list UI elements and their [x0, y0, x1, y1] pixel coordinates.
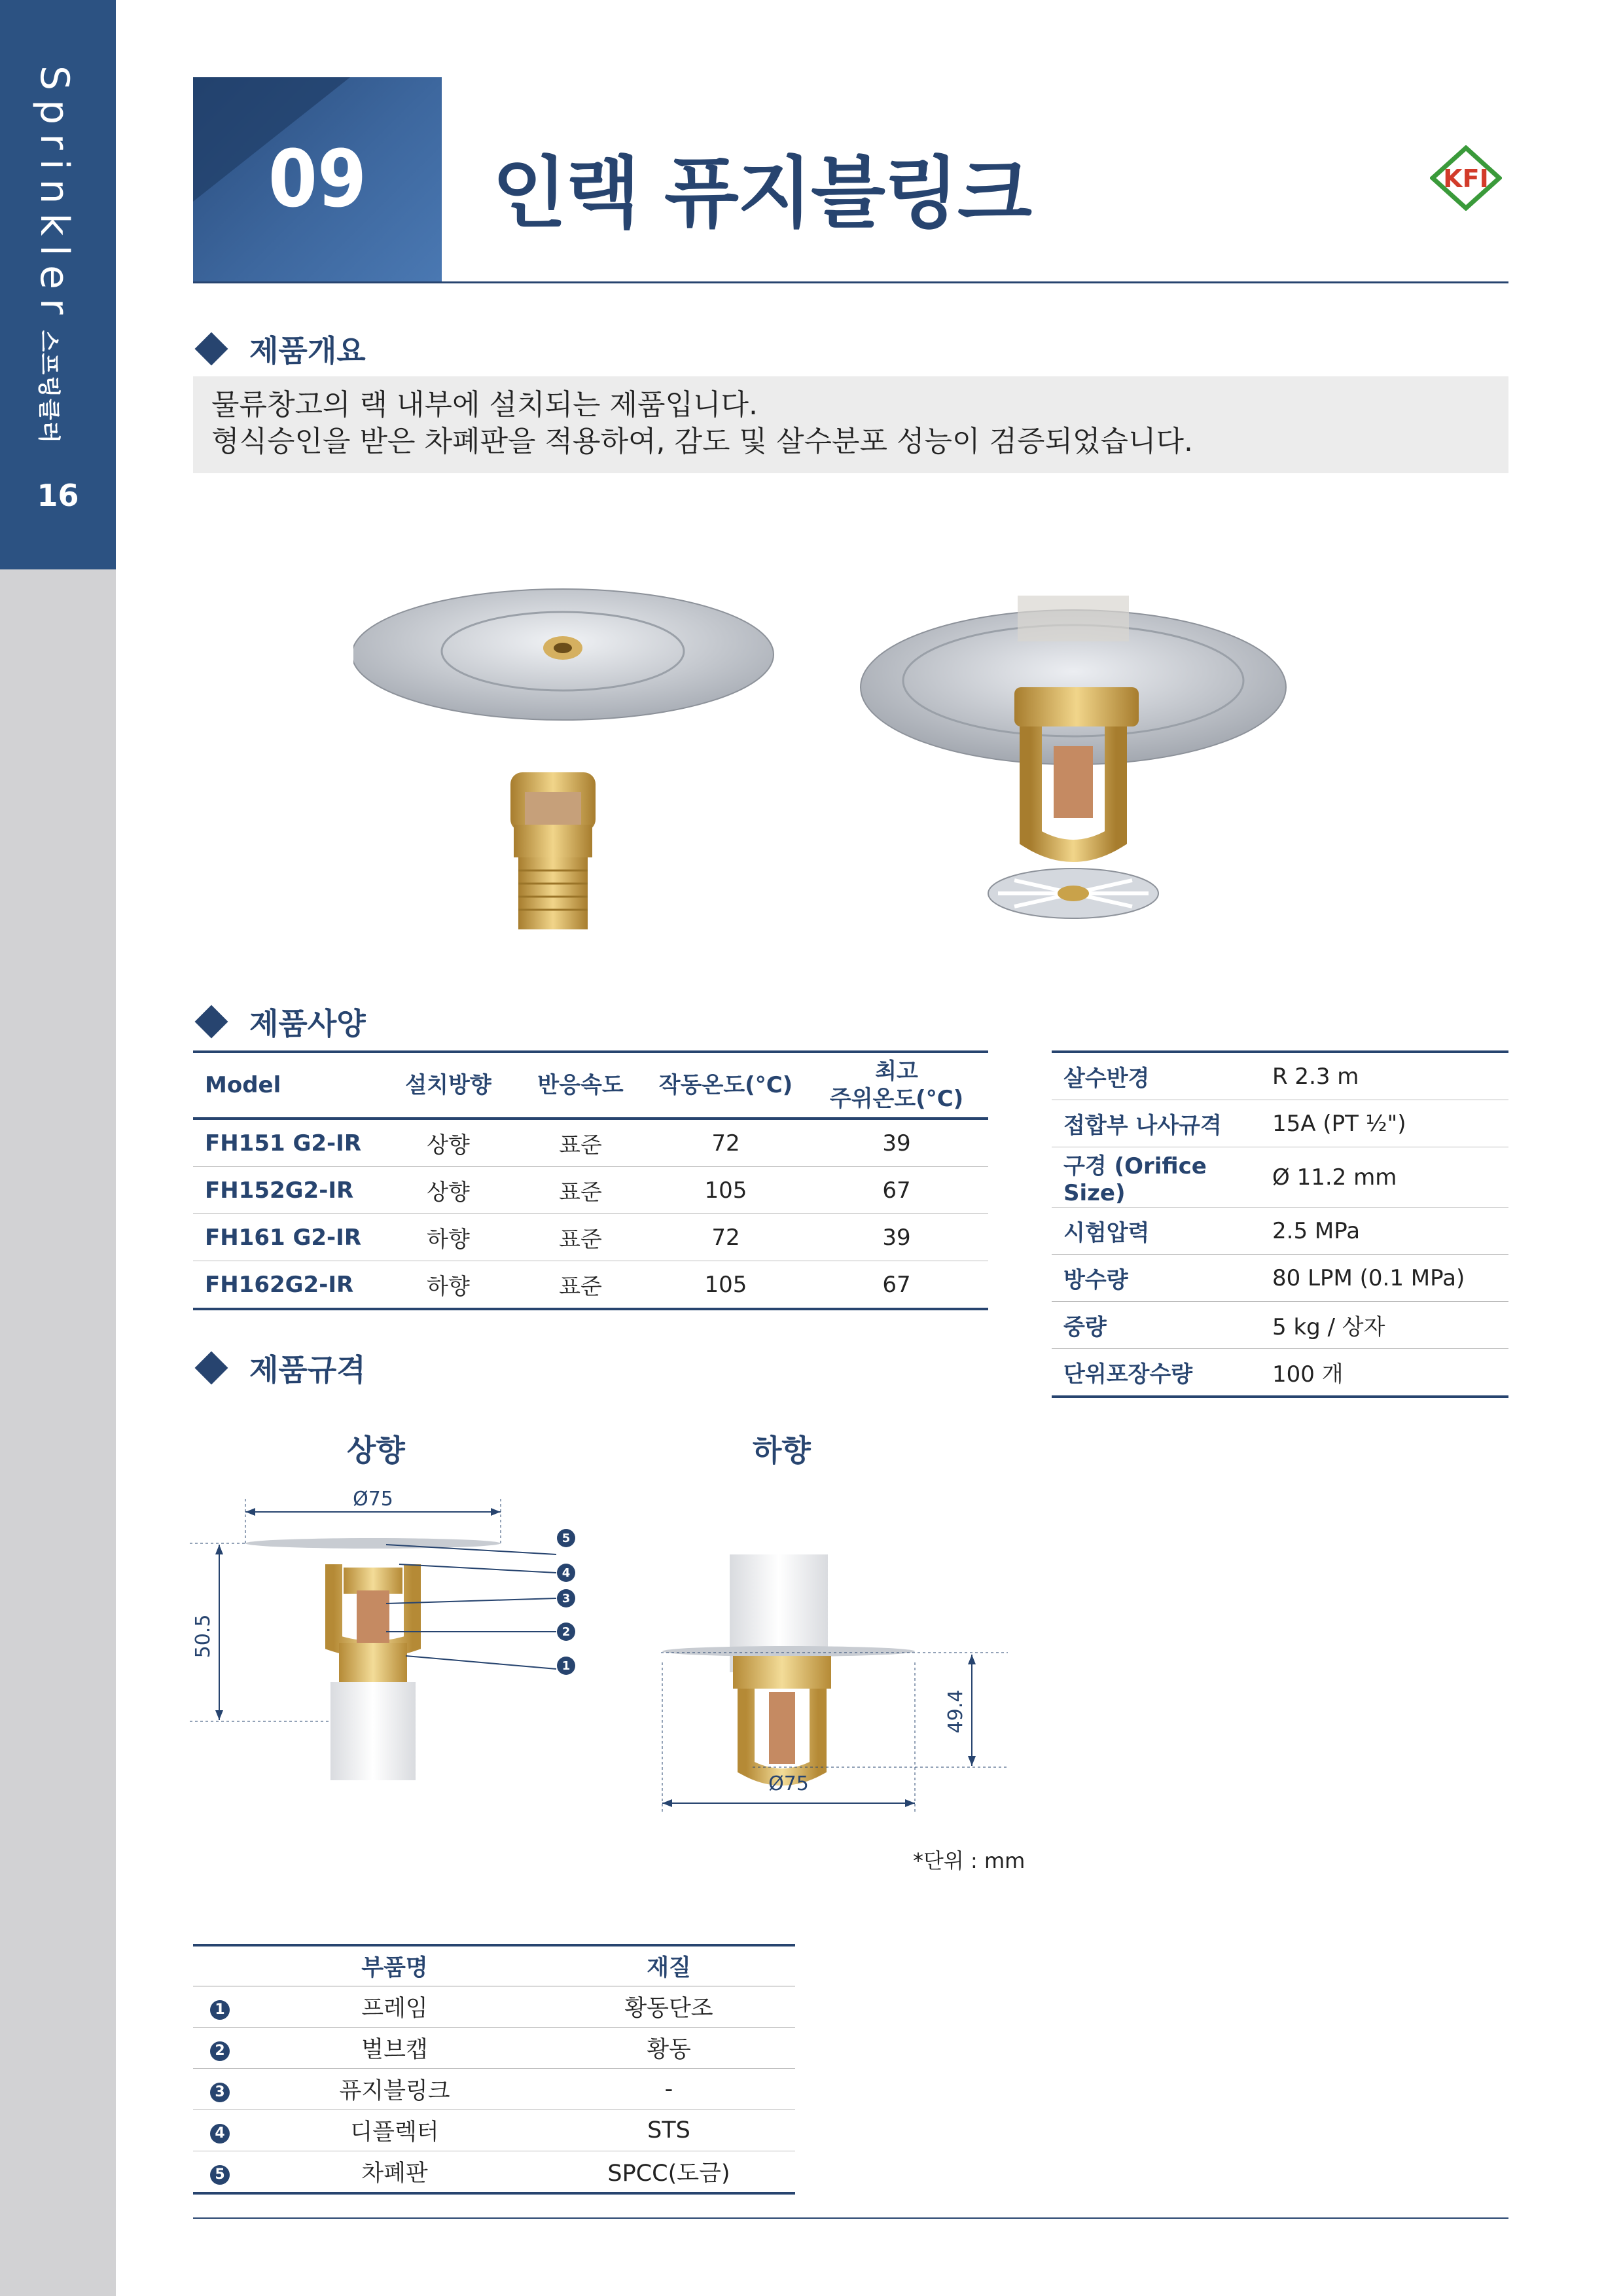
table-row — [1052, 1147, 1508, 1208]
col-response: 반응속도 — [514, 1052, 647, 1119]
callout-1: 1 — [562, 1659, 571, 1673]
prop-label: 중량 — [1052, 1302, 1260, 1349]
callout-4: 4 — [562, 1566, 571, 1580]
cell-ambient: 39 — [805, 1214, 988, 1261]
cell-response: 표준 — [514, 1214, 647, 1261]
kfi-logo-text: KFI — [1443, 164, 1489, 193]
table-row — [1052, 1255, 1508, 1302]
prop-label: 시험압력 — [1052, 1208, 1260, 1255]
cell-direction: 상향 — [382, 1119, 514, 1167]
spec-table — [193, 1050, 988, 1310]
prop-value: 80 LPM (0.1 MPa) — [1260, 1255, 1508, 1302]
pendent-label: 하향 — [753, 1433, 811, 1468]
overview-heading-text: 제품개요 — [249, 333, 366, 368]
diamond-bullet-icon — [195, 1005, 228, 1039]
properties-table — [1052, 1050, 1508, 1398]
part-number-badge: 3 — [210, 2083, 230, 2102]
overview-line: 물류창고의 랙 내부에 설치되는 제품입니다. — [211, 388, 758, 422]
table-row — [193, 2028, 795, 2069]
cell-direction: 상향 — [382, 1167, 514, 1214]
part-name: 퓨지블링크 — [247, 2069, 543, 2110]
prop-value: Ø 11.2 mm — [1260, 1147, 1508, 1208]
col-direction: 설치방향 — [382, 1052, 514, 1119]
pendent-dimension-drawing — [641, 1545, 1021, 1846]
kfi-logo — [1430, 145, 1502, 211]
prop-value: 100 개 — [1260, 1349, 1508, 1397]
spec-header-row — [193, 1052, 988, 1119]
col-model: Model — [193, 1052, 382, 1119]
page-number: 16 — [37, 478, 79, 513]
page-title: 인랙 퓨지블링크 — [492, 148, 1031, 238]
callout-3: 3 — [562, 1592, 571, 1605]
cell-direction: 하향 — [382, 1261, 514, 1310]
header-divider — [193, 281, 1508, 283]
spec-heading-text: 제품사양 — [249, 1006, 366, 1041]
col-temp: 작동온도(°C) — [647, 1052, 805, 1119]
callout-2: 2 — [562, 1625, 571, 1639]
cell-ambient: 67 — [805, 1167, 988, 1214]
cell-model: FH151 G2-IR — [193, 1119, 382, 1167]
overview-box — [193, 376, 1508, 473]
diamond-bullet-icon — [195, 332, 228, 366]
unit-note: *단위 : mm — [913, 1848, 1026, 1873]
part-material: 황동단조 — [543, 1986, 795, 2028]
col-material: 재질 — [543, 1945, 795, 1986]
part-number-badge: 2 — [210, 2041, 230, 2061]
pendent-width-label: Ø75 — [768, 1772, 809, 1795]
table-row — [1052, 1208, 1508, 1255]
table-row — [193, 1119, 988, 1167]
sidebar-tab — [0, 0, 116, 569]
upright-width-label: Ø75 — [353, 1488, 393, 1511]
prop-value: R 2.3 m — [1260, 1052, 1508, 1100]
col-part-name: 부품명 — [247, 1945, 543, 1986]
upright-label: 상향 — [347, 1433, 405, 1468]
parts-header-row — [193, 1945, 795, 1986]
part-number-badge: 5 — [210, 2165, 230, 2185]
cell-temp: 72 — [647, 1119, 805, 1167]
spec-heading — [193, 1000, 366, 1043]
prop-label: 살수반경 — [1052, 1052, 1260, 1100]
overview-line: 형식승인을 받은 차폐판을 적용하여, 감도 및 살수분포 성능이 검증되었습니다. — [211, 425, 1193, 458]
prop-value: 15A (PT ½") — [1260, 1100, 1508, 1147]
upright-dimension-drawing — [190, 1479, 596, 1780]
table-row — [193, 1167, 988, 1214]
col-max-ambient-line1: 최고 — [875, 1058, 918, 1085]
cell-ambient: 67 — [805, 1261, 988, 1310]
table-row — [193, 1214, 988, 1261]
part-name: 디플렉터 — [247, 2110, 543, 2151]
table-row — [1052, 1349, 1508, 1397]
sidebar-title — [31, 65, 77, 444]
cell-model: FH161 G2-IR — [193, 1214, 382, 1261]
cell-model: FH152G2-IR — [193, 1167, 382, 1214]
cell-model: FH162G2-IR — [193, 1261, 382, 1310]
part-name: 벌브캡 — [247, 2028, 543, 2069]
prop-value: 5 kg / 상자 — [1260, 1302, 1508, 1349]
table-row — [193, 2069, 795, 2110]
table-row — [1052, 1052, 1508, 1100]
table-row — [193, 1261, 988, 1310]
table-row — [1052, 1302, 1508, 1349]
table-row — [1052, 1100, 1508, 1147]
prop-label: 구경 (Orifice Size) — [1052, 1147, 1260, 1208]
table-row — [193, 2151, 795, 2194]
callout-5: 5 — [562, 1532, 571, 1545]
dimensions-heading-text: 제품규격 — [249, 1352, 366, 1388]
table-row — [193, 2110, 795, 2151]
prop-label: 단위포장수량 — [1052, 1349, 1260, 1397]
part-material: - — [543, 2069, 795, 2110]
prop-label: 방수량 — [1052, 1255, 1260, 1302]
prop-label: 접합부 나사규격 — [1052, 1100, 1260, 1147]
sidebar-word: Sprinkler — [31, 65, 77, 324]
chapter-number: 09 — [268, 134, 367, 225]
cell-response: 표준 — [514, 1119, 647, 1167]
upright-product-photo — [353, 576, 798, 942]
table-row — [193, 1986, 795, 2028]
sidebar-word-ko: 스프링클러 — [35, 330, 62, 444]
parts-table — [193, 1944, 795, 2195]
cell-temp: 72 — [647, 1214, 805, 1261]
part-name: 차폐판 — [247, 2151, 543, 2194]
part-material: 황동 — [543, 2028, 795, 2069]
upright-height-label: 50.5 — [192, 1614, 215, 1659]
cell-temp: 105 — [647, 1167, 805, 1214]
cell-response: 표준 — [514, 1167, 647, 1214]
part-material: STS — [543, 2110, 795, 2151]
part-name: 프레임 — [247, 1986, 543, 2028]
part-material: SPCC(도금) — [543, 2151, 795, 2194]
pendent-product-photo — [857, 589, 1302, 942]
chapter-number-box — [193, 77, 442, 281]
col-max-ambient-line2: 주위온도(°C) — [829, 1086, 964, 1112]
footer-divider — [193, 2217, 1508, 2219]
overview-heading — [193, 327, 366, 370]
diamond-bullet-icon — [195, 1352, 228, 1385]
prop-value: 2.5 MPa — [1260, 1208, 1508, 1255]
cell-ambient: 39 — [805, 1119, 988, 1167]
cell-temp: 105 — [647, 1261, 805, 1310]
pendent-height-label: 49.4 — [944, 1689, 967, 1734]
part-number-badge: 1 — [210, 2000, 230, 2020]
dimensions-heading — [193, 1346, 366, 1390]
cell-response: 표준 — [514, 1261, 647, 1310]
cell-direction: 하향 — [382, 1214, 514, 1261]
col-max-ambient — [805, 1052, 988, 1119]
part-number-badge: 4 — [210, 2124, 230, 2144]
